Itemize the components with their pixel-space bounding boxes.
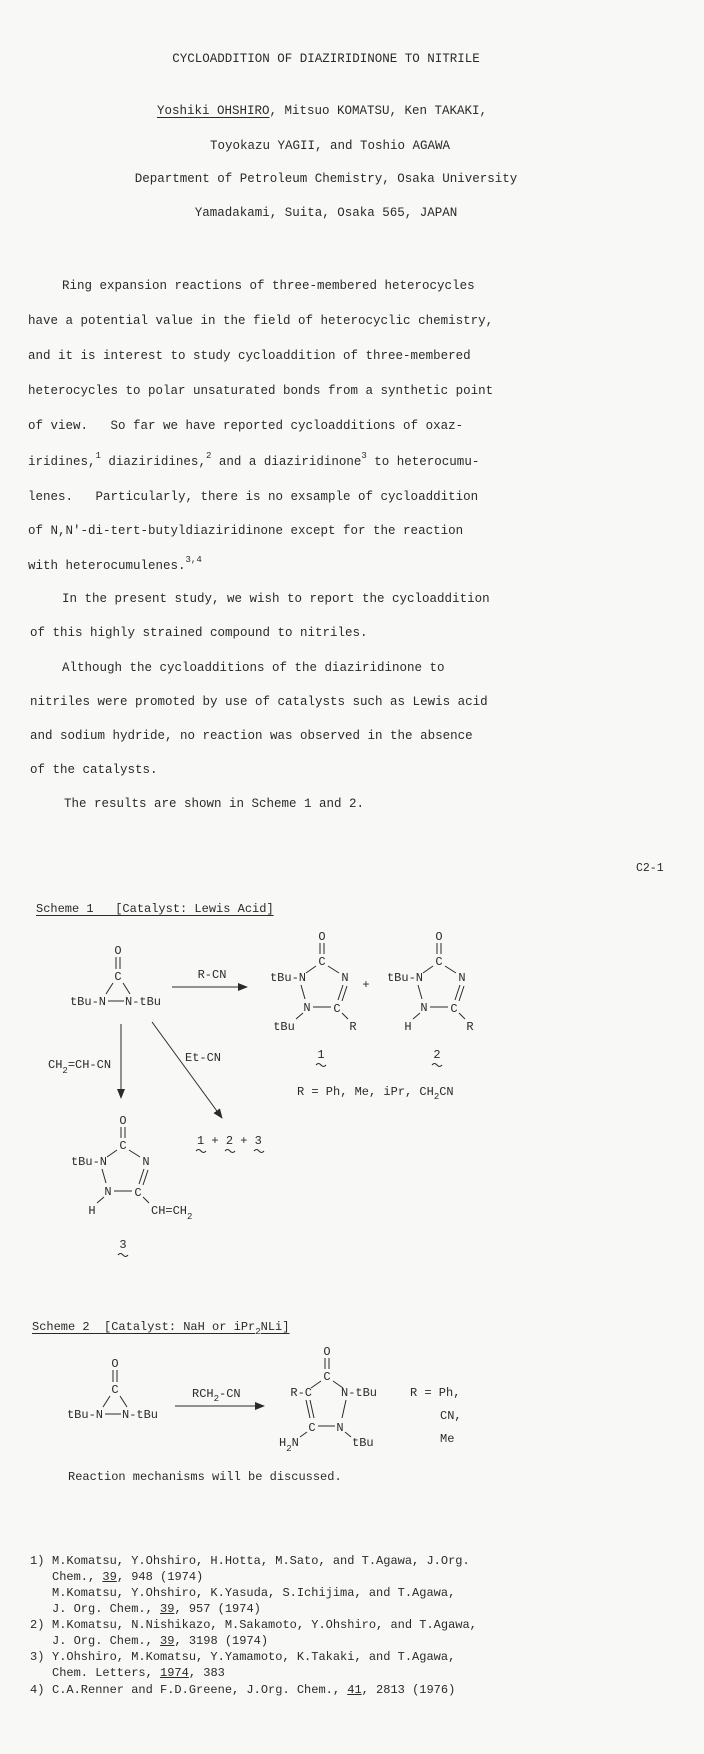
atom-c: C bbox=[318, 955, 326, 969]
body-line: of N,N'-di-tert-butyldiaziridinone except for the reaction bbox=[28, 524, 464, 538]
text: NLi] bbox=[260, 1320, 290, 1334]
vinyl-group: $CH=CH_2$ bbox=[151, 1204, 193, 1222]
text: and a diaziridinone bbox=[211, 455, 362, 469]
atom-tbu-n: tBu-N bbox=[69, 995, 106, 1009]
coauthors: , Mitsuo KOMATSU, Ken TAKAKI, bbox=[269, 104, 488, 118]
page-code: C2-1 bbox=[636, 862, 664, 875]
atom-tbu-n: tBu-N bbox=[269, 971, 306, 985]
compound-label-2: 2 bbox=[433, 1048, 441, 1062]
citation-ref: 3 bbox=[361, 451, 367, 461]
atom-c: C bbox=[435, 955, 443, 969]
atom-r: R bbox=[466, 1020, 474, 1034]
reference-number: 2) bbox=[30, 1618, 45, 1632]
text: to heterocumu- bbox=[366, 455, 480, 469]
body-line: of view. So far we have reported cycloadditions of oxaz- bbox=[28, 419, 464, 433]
atom-tbu-n: tBu-N bbox=[66, 1408, 103, 1422]
atom-o: O bbox=[435, 930, 443, 944]
body-line: and sodium hydride, no reaction was observed in the absence bbox=[30, 729, 473, 743]
reference-number: 3) bbox=[30, 1650, 45, 1664]
reagent-r-cn: R-CN bbox=[197, 968, 227, 982]
reagent-acrylonitrile: $CH_2=CH-CN$ bbox=[48, 1058, 112, 1076]
reference-line: M.Komatsu, Y.Ohshiro, H.Hotta, M.Sato, and T.Agawa, J.Org. bbox=[52, 1554, 470, 1568]
volume: 39 bbox=[160, 1602, 175, 1616]
text: with heterocumulenes. bbox=[28, 559, 186, 573]
body-line: heterocycles to polar unsaturated bonds from a synthetic point bbox=[28, 384, 494, 398]
body-line: nitriles were promoted by use of catalysts such as Lewis acid bbox=[30, 695, 488, 709]
volume: 39 bbox=[160, 1634, 175, 1648]
atom-o: O bbox=[119, 1114, 127, 1128]
atom-o: O bbox=[111, 1357, 119, 1371]
atom-n-tbu: N-tBu bbox=[341, 1386, 378, 1400]
atom-n: N bbox=[458, 971, 466, 985]
text: diaziridines, bbox=[100, 455, 206, 469]
atom-c: C bbox=[114, 970, 122, 984]
tilde-mark bbox=[118, 1254, 128, 1257]
body-line: of this highly strained compound to nitriles. bbox=[30, 626, 368, 640]
r-definition: R = Ph, Me, iPr, $CH_2CN$ bbox=[297, 1085, 454, 1102]
text: C.A.Renner and F.D.Greene, J.Org. Chem., bbox=[52, 1683, 348, 1697]
atom-n: N bbox=[336, 1421, 344, 1435]
atom-c: C bbox=[323, 1370, 331, 1384]
diaziridinone-structure-2 bbox=[67, 1357, 158, 1422]
body-line: lenes. Particularly, there is no exsample of cycloaddition bbox=[28, 490, 479, 504]
atom-tbu: tBu bbox=[273, 1020, 295, 1034]
r-definition: CN, bbox=[440, 1409, 462, 1423]
reference-number: 1) bbox=[30, 1554, 45, 1568]
text: Scheme 2 [Catalyst: NaH or iPr bbox=[32, 1320, 256, 1334]
atom-o: O bbox=[323, 1345, 331, 1359]
reaction-arrow-diagonal bbox=[152, 1022, 222, 1118]
reagent-rch2-cn: $RCH_2-CN$ bbox=[192, 1387, 241, 1404]
atom-o: O bbox=[114, 944, 122, 958]
atom-n-tbu: N-tBu bbox=[122, 1408, 159, 1422]
text: , 383 bbox=[188, 1666, 225, 1680]
atom-tbu-n: tBu-N bbox=[70, 1155, 107, 1169]
subscript: 2 bbox=[255, 1327, 261, 1337]
text: , 948 (1974) bbox=[116, 1570, 204, 1584]
tilde-mark bbox=[316, 1064, 326, 1067]
authors-line-2: Toyokazu YAGII, and Toshio AGAWA bbox=[209, 139, 451, 153]
atom-c: C bbox=[119, 1139, 127, 1153]
diaziridinone-structure-1 bbox=[70, 944, 161, 1009]
reference-line bbox=[52, 1570, 203, 1584]
volume: 41 bbox=[347, 1683, 362, 1697]
volume: 39 bbox=[102, 1570, 117, 1584]
citation-ref: 1 bbox=[95, 451, 101, 461]
reference-line bbox=[52, 1666, 225, 1680]
atom-o: O bbox=[318, 930, 326, 944]
atom-n: N bbox=[420, 1001, 428, 1015]
atom-tbu: tBu bbox=[352, 1436, 374, 1450]
paper-title: CYCLOADDITION OF DIAZIRIDINONE TO NITRILE bbox=[172, 52, 480, 66]
reference-line bbox=[52, 1634, 268, 1648]
atom-n: N bbox=[303, 1001, 311, 1015]
text: iridines, bbox=[28, 455, 96, 469]
body-line: Ring expansion reactions of three-membered heterocycles bbox=[62, 279, 475, 293]
tilde-mark bbox=[432, 1064, 442, 1067]
tilde-mark bbox=[196, 1150, 206, 1153]
atom-n: N bbox=[104, 1185, 112, 1199]
product-mixture: 1 + 2 + 3 bbox=[197, 1134, 262, 1148]
atom-r-c: R-C bbox=[290, 1386, 312, 1400]
atom-n: N bbox=[341, 971, 349, 985]
atom-c: C bbox=[308, 1421, 316, 1435]
reference-line: M.Komatsu, N.Nishikazo, M.Sakamoto, Y.Ohshiro, and T.Agawa, bbox=[52, 1618, 477, 1632]
body-line: The results are shown in Scheme 1 and 2. bbox=[64, 797, 365, 811]
body-line: In the present study, we wish to report the cycloaddition bbox=[62, 592, 490, 606]
reference-number: 4) bbox=[30, 1683, 45, 1697]
reference-line bbox=[52, 1683, 455, 1697]
atom-n-tbu: N-tBu bbox=[125, 995, 162, 1009]
reference-line: Y.Ohshiro, M.Komatsu, Y.Yamamoto, K.Takaki, and T.Agawa, bbox=[52, 1650, 456, 1664]
text: J. Org. Chem., bbox=[52, 1602, 161, 1616]
compound-label-3: 3 bbox=[119, 1238, 127, 1252]
amino-group: $H_2N$ bbox=[279, 1436, 299, 1454]
volume: 1974 bbox=[160, 1666, 189, 1680]
text: , 3198 (1974) bbox=[174, 1634, 269, 1648]
tilde-mark bbox=[254, 1150, 264, 1153]
body-line: Although the cycloadditions of the diaziridinone to bbox=[62, 661, 445, 675]
product-1-structure bbox=[270, 930, 357, 1034]
atom-c: C bbox=[134, 1186, 142, 1200]
department: Department of Petroleum Chemistry, Osaka University bbox=[134, 172, 518, 186]
reagent-et-cn: Et-CN bbox=[185, 1051, 222, 1065]
r-definition: Me bbox=[440, 1432, 455, 1446]
atom-h: H bbox=[88, 1204, 96, 1218]
atom-tbu-n: tBu-N bbox=[386, 971, 423, 985]
reference-line bbox=[52, 1602, 261, 1616]
text: , 2813 (1976) bbox=[361, 1683, 456, 1697]
reference-line: M.Komatsu, Y.Ohshiro, K.Yasuda, S.Ichijima, and T.Agawa, bbox=[52, 1586, 456, 1600]
address: Yamadakami, Suita, Osaka 565, JAPAN bbox=[194, 206, 458, 220]
citation-ref: 2 bbox=[205, 451, 212, 461]
atom-n: N bbox=[142, 1155, 150, 1169]
aminoimidazolone-product-structure bbox=[279, 1345, 377, 1454]
citation-ref: 3,4 bbox=[185, 555, 202, 565]
r-definition: R = Ph, bbox=[410, 1386, 461, 1400]
body-line: and it is interest to study cycloaddition of three-membered bbox=[28, 349, 471, 363]
atom-r: R bbox=[349, 1020, 357, 1034]
text: Chem. Letters, bbox=[52, 1666, 161, 1680]
body-line: of the catalysts. bbox=[30, 763, 158, 777]
text: , 957 (1974) bbox=[174, 1602, 261, 1616]
atom-h: H bbox=[404, 1020, 412, 1034]
text: J. Org. Chem., bbox=[52, 1634, 161, 1648]
closing-remark: Reaction mechanisms will be discussed. bbox=[68, 1470, 342, 1484]
plus-sign: + bbox=[362, 978, 370, 992]
scheme-1-heading: Scheme 1 [Catalyst: Lewis Acid] bbox=[36, 902, 274, 916]
text: Chem., bbox=[52, 1570, 103, 1584]
atom-c: C bbox=[333, 1002, 341, 1016]
product-2-structure bbox=[387, 930, 474, 1034]
tilde-mark bbox=[225, 1150, 235, 1153]
product-3-structure bbox=[71, 1114, 192, 1222]
atom-c: C bbox=[450, 1002, 458, 1016]
compound-label-1: 1 bbox=[317, 1048, 325, 1062]
atom-c: C bbox=[111, 1383, 119, 1397]
presenting-author: Yoshiki OHSHIRO bbox=[156, 104, 270, 118]
body-line: have a potential value in the field of heterocyclic chemistry, bbox=[28, 314, 494, 328]
